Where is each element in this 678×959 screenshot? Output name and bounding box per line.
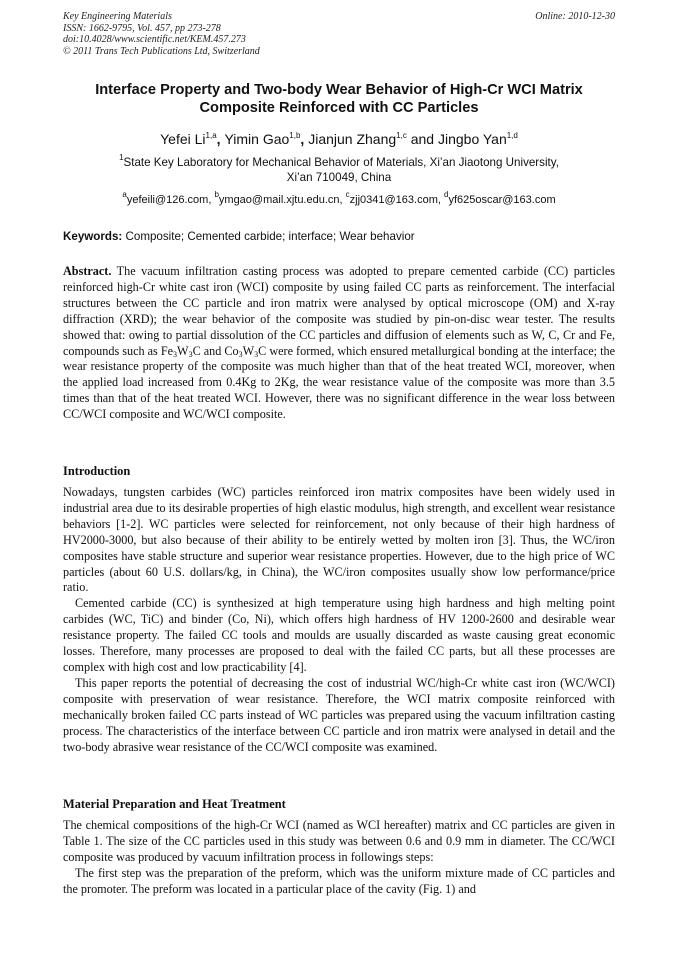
title-line-1: Interface Property and Two-body Wear Behavior of High-Cr WCI Matrix	[95, 82, 583, 98]
email-mark: c	[345, 190, 350, 199]
title-line-2: Composite Reinforced with CC Particles	[199, 100, 479, 116]
email-address[interactable]: zjj0341@163.com	[349, 194, 438, 206]
author-separator: ,	[300, 131, 309, 147]
abstract-text-2: C were formed, which ensured metallurgical bonding at the interface; the wear resistance property of the composite was much higher than that of the heat treated WCI, moreover, when the applied load increased from 0.4Kg to 2Kg, the wear resistance value of the composite was more than 3.5 times than that of the heat treated WCI. However, there was no significant difference in the wear loss between CC/WCI composite and WC/WCI composite.	[63, 343, 616, 422]
online-date: Online: 2010-12-30	[535, 11, 615, 22]
abstract-text-1: The vacuum infiltration casting process was adopted to prepare cemented carbide (CC) particles reinforced high-Cr white cast iron (WCI) composite by using failed CC parts as reinforcement. The interfacial structures between the CC particle and iron matrix were analysed by optical microscope (OM) and X-ray diffraction (XRD); the wear behavior of the composite was studied by pin-on-disc wear tester. The results showed that: owing to partial dissolution of the CC particles and diffusion of elements such as W, C, Cr and Fe, compounds such as Fe	[63, 264, 615, 358]
journal-name: Key Engineering Materials	[63, 11, 172, 22]
formula-subscript: 3	[188, 349, 193, 359]
email-separator: ,	[208, 194, 215, 206]
formula-part: W	[177, 343, 189, 358]
formula-subscript: 3	[173, 349, 178, 359]
journal-issn: ISSN: 1662-9795, Vol. 457, pp 273-278	[63, 22, 221, 34]
author-affil-mark: 1,c	[396, 131, 407, 140]
section-heading-material: Material Preparation and Heat Treatment	[63, 797, 286, 811]
journal-copyright: © 2011 Trans Tech Publications Ltd, Switzerland	[63, 45, 260, 57]
affiliation-mark: 1	[119, 153, 124, 162]
email-mark: d	[443, 190, 449, 199]
email-address[interactable]: ymgao@mail.xjtu.edu.cn	[218, 194, 340, 206]
email-mark: a	[122, 190, 127, 199]
author-affil-mark: 1,b	[289, 131, 301, 140]
formula-part: W	[242, 343, 255, 358]
keywords	[63, 230, 615, 244]
paragraph: Cemented carbide (CC) is synthesized at high temperature using high hardness and high melting point carbides (WC, TiC) and binder (Co, Ni), which offers high hardness of HV 1200-2600 and desirable wear resistance property. The failed CC tools and moulds are usually discarded as waste causing great economic losses. Therefore, many processes are proposed to deal with the failed CC parts, but all these processes are complex with high cost and low practicability [4].	[63, 596, 615, 674]
formula-subscript: 3	[254, 349, 259, 359]
paragraph: The first step was the preparation of the preform, which was the uniform mixture made of CC particles and the promoter. The preform was located in a particular place of the cavity (Fig. 1) and	[63, 865, 615, 896]
author-name: Jingbo Yan	[437, 131, 507, 147]
formula-part: C and Co	[192, 343, 239, 358]
keywords-text: Composite; Cemented carbide; interface; Wear behavior	[122, 230, 415, 243]
author-affil-mark: 1,d	[506, 131, 518, 140]
email-list	[40, 190, 638, 207]
section-heading-introduction: Introduction	[63, 464, 131, 478]
abstract-label: Abstract.	[63, 264, 112, 278]
formula-subscript: 3	[238, 349, 243, 359]
material-body	[63, 818, 615, 898]
affiliation-line-2: Xi’an 710049, China	[286, 171, 392, 184]
email-mark: b	[214, 190, 219, 199]
abstract	[63, 264, 615, 423]
keywords-label: Keywords:	[63, 230, 123, 243]
email-address[interactable]: yefeili@126.com	[126, 194, 209, 206]
author-separator: and	[406, 131, 438, 147]
author-name: Yimin Gao	[224, 131, 290, 147]
author-separator: ,	[216, 131, 225, 147]
paper-title	[40, 81, 638, 117]
introduction-body	[63, 485, 615, 755]
paragraph: This paper reports the potential of decreasing the cost of industrial WC/high-Cr white cast iron (WC/WCI) composite with preservation of wear resistance. Therefore, the WCI matrix composite reinforced with mechanically broken failed CC parts instead of WC particles was prepared using the vacuum infiltration casting process. The characteristics of the interface between CC particle and iron matrix were analysed in detail and the two-body abrasive wear resistance of the CC/WCI composite was examined.	[63, 675, 615, 754]
paragraph: The chemical compositions of the high-Cr WCI (named as WCI hereafter) matrix and CC particles are given in Table 1. The size of the CC particles used in this study was between 0.6 and 0.9 mm in diameter. The CC/WCI composite was produced by vacuum infiltration process in followings steps:	[63, 818, 615, 864]
author-name: Yefei Li	[160, 131, 206, 147]
author-list	[40, 130, 638, 148]
journal-doi: doi:10.4028/www.scientific.net/KEM.457.273	[63, 34, 246, 45]
author-affil-mark: 1,a	[205, 131, 217, 140]
affiliation	[40, 155, 638, 185]
email-address[interactable]: yf625oscar@163.com	[448, 194, 556, 206]
author-name: Jianjun Zhang	[308, 131, 397, 147]
email-separator: ,	[437, 194, 444, 206]
affiliation-line-1: State Key Laboratory for Mechanical Behavior of Materials, Xi’an Jiaotong University,	[123, 156, 559, 169]
email-separator: ,	[339, 194, 346, 206]
paragraph: Nowadays, tungsten carbides (WC) particles reinforced iron matrix composites have been widely used in industrial area due to its desirable properties of high elastic modulus, high strength, and excellent wear resistance behaviors [1-2]. WC particles were selected for reinforcement, not only because of their high hardness of HV2000-3000, but also because of their ability to be entirely wetted by molten iron [3]. Thus, the WC/iron composites have stable structure and superior wear resistance properties. However, due to the high price of WC particles (about 60 U.S. dollars/kg, in China), the WC/iron composites usually show low performance/price ratio.	[63, 485, 615, 595]
journal-header	[63, 11, 260, 57]
